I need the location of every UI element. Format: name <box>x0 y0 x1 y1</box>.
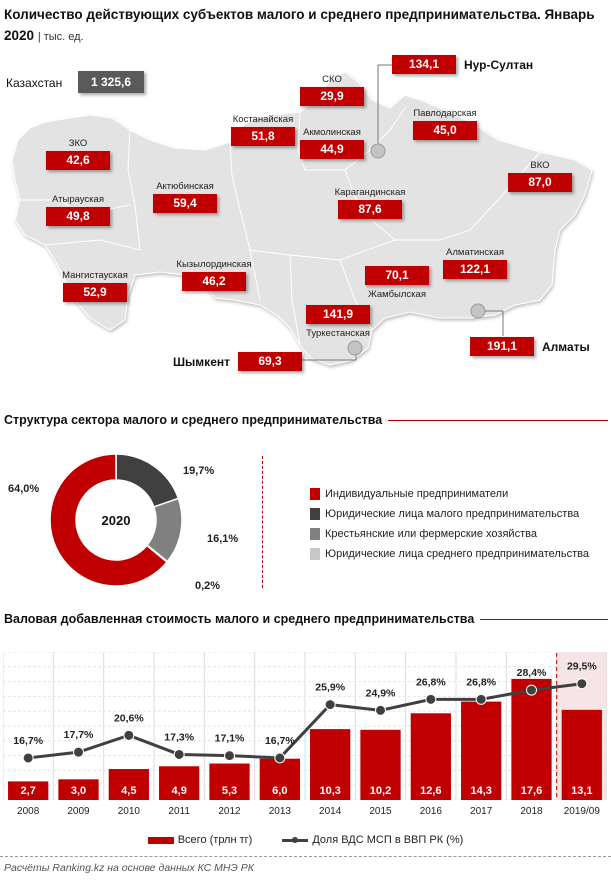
svg-text:4,5: 4,5 <box>121 785 137 797</box>
legend-item <box>310 524 589 544</box>
region-value: 44,9 <box>300 140 364 159</box>
svg-text:2,7: 2,7 <box>20 785 36 797</box>
line-marker <box>275 753 285 763</box>
legend-swatch <box>310 508 320 520</box>
svg-text:24,9%: 24,9% <box>365 687 396 700</box>
line-marker <box>174 749 184 759</box>
pct-label-ip: 64,0% <box>8 483 40 495</box>
legend-swatch <box>310 488 320 500</box>
region-aktobe <box>140 181 230 213</box>
page-title <box>4 4 604 48</box>
svg-text:16,7%: 16,7% <box>13 734 44 747</box>
region-name: ВКО <box>530 160 550 171</box>
svg-text:17,3%: 17,3% <box>164 731 195 744</box>
legend-label: Крестьянские или фермерские хозяйства <box>325 528 537 540</box>
x-tick-label: 2019/09 <box>563 806 600 817</box>
city-value: 69,3 <box>238 352 302 371</box>
region-pavlodar <box>400 108 490 140</box>
pct-label-farm: 16,1% <box>207 533 239 545</box>
region-value: 46,2 <box>182 272 246 291</box>
svg-text:26,8%: 26,8% <box>466 676 497 689</box>
line-marker <box>426 694 436 704</box>
donut-center-label: 2020 <box>101 512 131 528</box>
region-value: 87,0 <box>508 173 572 192</box>
x-tick-label: 2010 <box>117 806 140 817</box>
gva-legend <box>0 834 611 846</box>
region-name: СКО <box>322 74 342 85</box>
legend-swatch <box>310 528 320 540</box>
legend-item <box>310 484 589 504</box>
line-marker <box>124 730 134 740</box>
x-tick-label: 2014 <box>319 806 342 817</box>
footer-divider <box>0 856 611 857</box>
svg-text:13,1: 13,1 <box>571 785 593 797</box>
region-name: Туркестанская <box>306 328 370 339</box>
svg-text:10,3: 10,3 <box>319 785 341 797</box>
svg-text:10,2: 10,2 <box>369 785 392 797</box>
region-sko <box>300 74 364 106</box>
section-title-text: Валовая добавленная стоимость малого и среднего предпринимательства <box>4 612 475 626</box>
region-name: Актюбинская <box>156 181 214 192</box>
title-year: 2020 <box>4 28 35 43</box>
pct-label-medium: 0,2% <box>195 580 221 592</box>
line-marker <box>225 751 235 761</box>
x-tick-label: 2017 <box>470 806 493 817</box>
svg-text:17,6: 17,6 <box>520 785 543 797</box>
donut-chart <box>48 452 184 588</box>
city-name: Шымкент <box>173 354 230 369</box>
title-rule <box>388 420 608 421</box>
svg-text:3,0: 3,0 <box>70 785 87 797</box>
region-value: 141,9 <box>306 305 370 324</box>
region-name: ЗКО <box>68 138 88 149</box>
city-nur-sultan <box>392 55 541 74</box>
region-zhambyl <box>352 266 442 301</box>
city-name: Нур-Султан <box>464 57 534 72</box>
region-value: 42,6 <box>46 151 110 170</box>
donut-legend <box>310 484 589 564</box>
legend-item <box>310 544 589 564</box>
svg-text:5,3: 5,3 <box>221 785 238 797</box>
legend-line-swatch <box>282 839 308 842</box>
title-rule <box>480 619 608 620</box>
total-label: Казахстан <box>6 76 63 90</box>
total-value: 1 325,6 <box>78 71 144 93</box>
line-marker <box>476 694 486 704</box>
city-value: 134,1 <box>392 55 456 74</box>
region-value: 51,8 <box>231 127 295 146</box>
pct-label-small: 19,7% <box>183 465 215 477</box>
x-tick-label: 2009 <box>67 806 90 817</box>
title-unit: | тыс. ед. <box>37 31 84 43</box>
gva-combo-chart <box>3 652 607 800</box>
divider <box>262 456 263 588</box>
svg-text:26,8%: 26,8% <box>415 676 446 689</box>
title-text: Количество действующих субъектов малого и среднего предпринимательства. Январь <box>4 7 595 22</box>
region-value: 122,1 <box>443 260 507 279</box>
region-name: Костанайская <box>232 114 294 125</box>
city-name: Алматы <box>542 339 590 354</box>
region-kyzylorda <box>164 259 264 291</box>
svg-text:17,1%: 17,1% <box>214 732 245 745</box>
legend-label: Юридические лица малого предпринимательства <box>325 508 580 520</box>
legend-label: Индивидуальные предприниматели <box>325 488 509 500</box>
city-almaty <box>470 337 598 356</box>
region-name: Мангистауская <box>62 270 128 281</box>
region-value: 45,0 <box>413 121 477 140</box>
x-tick-label: 2016 <box>419 806 442 817</box>
region-name: Кызылординская <box>176 259 252 270</box>
svg-text:28,4%: 28,4% <box>516 667 547 680</box>
bar <box>511 679 551 800</box>
region-vko <box>508 160 572 192</box>
city-value: 191,1 <box>470 337 534 356</box>
city-shymkent <box>165 352 302 371</box>
region-name: Жамбылская <box>368 289 426 300</box>
x-tick-label: 2013 <box>268 806 291 817</box>
line-marker <box>23 753 33 763</box>
region-atyrau <box>40 194 116 226</box>
legend-item <box>310 504 589 524</box>
region-name: Карагандинская <box>334 187 406 198</box>
svg-text:4,9: 4,9 <box>171 785 187 797</box>
legend-bar-swatch <box>148 837 174 844</box>
svg-text:17,7%: 17,7% <box>63 729 94 742</box>
region-value: 52,9 <box>63 283 127 302</box>
x-tick-label: 2008 <box>17 806 40 817</box>
region-name: Алматинская <box>446 247 504 258</box>
region-almaty-oblast <box>430 247 520 279</box>
x-axis-labels <box>3 806 607 820</box>
x-tick-label: 2018 <box>520 806 543 817</box>
svg-text:6,0: 6,0 <box>272 785 288 797</box>
legend-label: Доля ВДС МСП в ВВП РК (%) <box>312 834 464 846</box>
section-gva-title <box>4 612 608 626</box>
source-note: Расчёты Ranking.kz на основе данных КС МНЭ РК <box>4 862 254 874</box>
region-value: 49,8 <box>46 207 110 226</box>
region-name: Атырауская <box>52 194 104 205</box>
region-name: Павлодарская <box>413 108 477 119</box>
region-mangistau <box>50 270 140 302</box>
x-tick-label: 2015 <box>369 806 392 817</box>
svg-text:25,9%: 25,9% <box>315 681 346 694</box>
line-marker <box>325 700 335 710</box>
section-title-text: Структура сектора малого и среднего предпринимательства <box>4 413 383 427</box>
region-turkestan <box>290 305 386 340</box>
region-akmola <box>290 127 374 159</box>
svg-text:20,6%: 20,6% <box>113 712 144 725</box>
line-marker <box>74 747 84 757</box>
legend-label: Юридические лица среднего предпринимательства <box>325 548 589 560</box>
line-marker <box>527 685 537 695</box>
svg-text:16,7%: 16,7% <box>264 734 295 747</box>
region-value: 87,6 <box>338 200 402 219</box>
line-marker <box>376 705 386 715</box>
line-marker <box>577 679 587 689</box>
section-structure-title <box>4 413 608 427</box>
x-tick-label: 2011 <box>168 806 190 817</box>
region-name: Акмолинская <box>303 127 361 138</box>
svg-text:29,5%: 29,5% <box>566 660 597 673</box>
svg-text:12,6: 12,6 <box>420 785 442 797</box>
legend-swatch <box>310 548 320 560</box>
x-tick-label: 2012 <box>218 806 241 817</box>
svg-text:14,3: 14,3 <box>470 785 492 797</box>
region-value: 59,4 <box>153 194 217 213</box>
region-zko <box>40 138 116 170</box>
region-value: 70,1 <box>365 266 429 285</box>
region-karaganda <box>320 187 420 219</box>
legend-label: Всего (трлн тг) <box>177 834 253 846</box>
region-value: 29,9 <box>300 87 364 106</box>
